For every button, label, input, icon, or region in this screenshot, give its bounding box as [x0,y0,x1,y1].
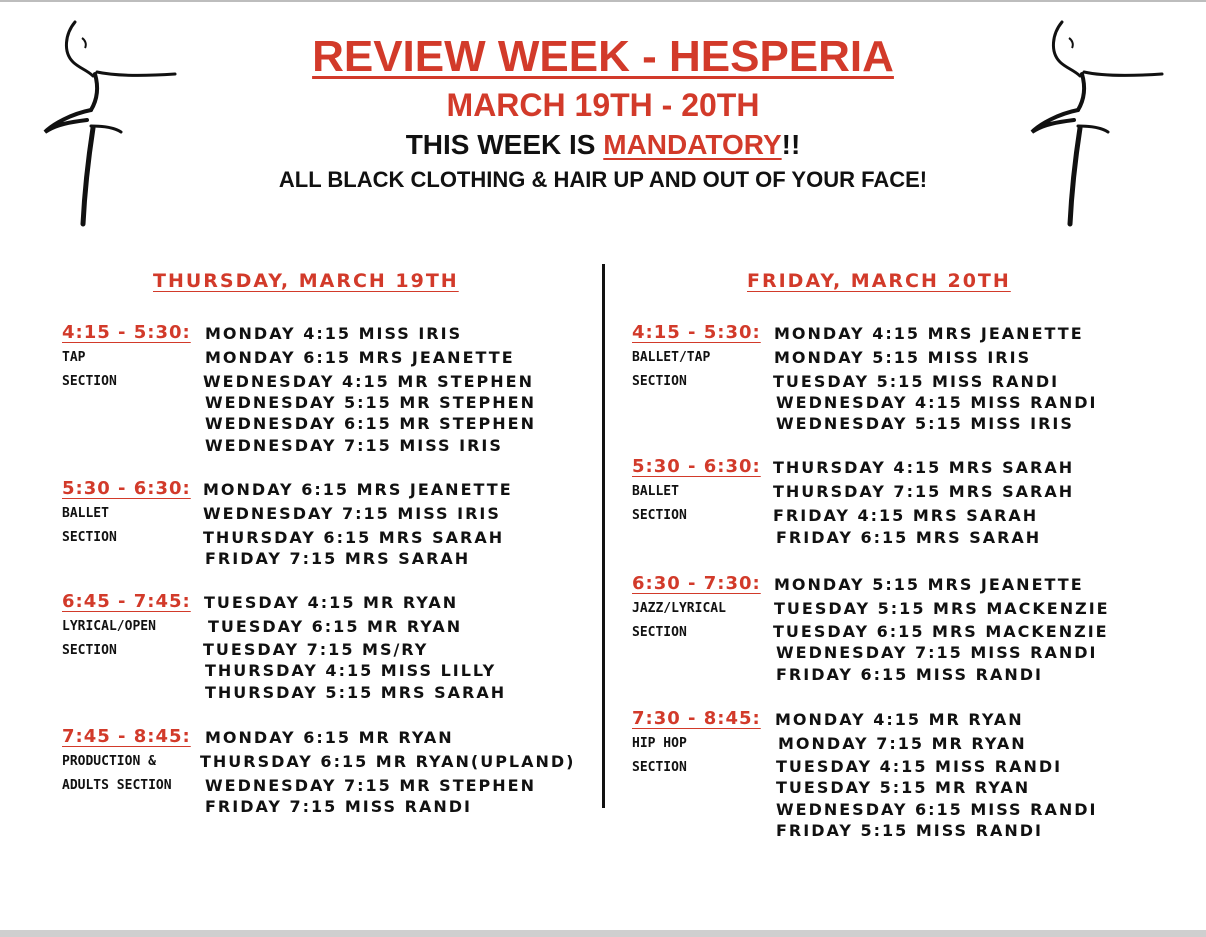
section-label: SECTION [632,625,687,640]
dancer-silhouette-right [1022,14,1172,234]
mandatory-notice [200,127,1006,163]
class-entry: WEDNESDAY 6:15 MR STEPHEN [205,414,536,433]
class-entry: TUESDAY 5:15 MRS MACKENZIE [774,599,1110,618]
section-label: PRODUCTION & [62,754,156,769]
class-entry: WEDNESDAY 7:15 MISS RANDI [776,643,1098,662]
class-entry: WEDNESDAY 7:15 MR STEPHEN [205,776,536,795]
class-entry: THURSDAY 4:15 MRS SARAH [773,458,1075,477]
section-label: SECTION [62,530,117,545]
time-slot: 5:30 - 6:30: [62,478,191,499]
class-entry: TUESDAY 5:15 MISS RANDI [773,372,1060,391]
time-slot: 7:45 - 8:45: [62,726,191,747]
time-slot: 6:30 - 7:30: [632,573,761,594]
class-entry: FRIDAY 5:15 MISS RANDI [776,821,1043,840]
class-entry: MONDAY 6:15 MRS JEANETTE [205,348,515,367]
page-title: REVIEW WEEK - HESPERIA [312,32,894,81]
section-label: ADULTS SECTION [62,778,172,793]
class-entry: THURSDAY 6:15 MR RYAN(UPLAND) [200,752,576,771]
class-entry: MONDAY 4:15 MR RYAN [775,710,1024,729]
mandatory-prefix: THIS WEEK IS [405,129,604,160]
dancer-silhouette-left [35,14,185,234]
class-entry: FRIDAY 6:15 MISS RANDI [776,665,1043,684]
class-entry: MONDAY 5:15 MRS JEANETTE [774,575,1084,594]
class-entry: TUESDAY 4:15 MR RYAN [204,593,459,612]
class-entry: TUESDAY 7:15 MS/RY [203,640,429,659]
section-label: JAZZ/LYRICAL [632,601,726,616]
class-entry: WEDNESDAY 6:15 MISS RANDI [776,800,1098,819]
class-entry: TUESDAY 4:15 MISS RANDI [776,757,1063,776]
class-entry: TUESDAY 6:15 MRS MACKENZIE [773,622,1109,641]
section-label: TAP [62,350,86,365]
dress-code: ALL BLACK CLOTHING & HAIR UP AND OUT OF YOUR FACE! [278,167,928,192]
class-entry: WEDNESDAY 4:15 MR STEPHEN [203,372,534,391]
class-entry: FRIDAY 7:15 MISS RANDI [205,797,472,816]
thursday-heading: THURSDAY, MARCH 19TH [153,270,459,292]
section-label: LYRICAL/OPEN [62,619,156,634]
top-border [0,0,1206,2]
time-slot: 7:30 - 8:45: [632,708,761,729]
class-entry: WEDNESDAY 4:15 MISS RANDI [776,393,1098,412]
class-entry: THURSDAY 5:15 MRS SARAH [205,683,507,702]
class-entry: WEDNESDAY 7:15 MISS IRIS [203,504,501,523]
class-entry: MONDAY 6:15 MRS JEANETTE [203,480,513,499]
class-entry: THURSDAY 7:15 MRS SARAH [773,482,1075,501]
class-entry: THURSDAY 4:15 MISS LILLY [205,661,497,680]
section-label: SECTION [632,760,687,775]
class-entry: MONDAY 6:15 MR RYAN [205,728,454,747]
section-label: SECTION [632,508,687,523]
class-entry: TUESDAY 6:15 MR RYAN [208,617,463,636]
time-slot: 4:15 - 5:30: [632,322,761,343]
time-slot: 4:15 - 5:30: [62,322,191,343]
section-label: BALLET [632,484,679,499]
class-entry: WEDNESDAY 7:15 MISS IRIS [205,436,503,455]
time-slot: 6:45 - 7:45: [62,591,191,612]
section-label: BALLET [62,506,109,521]
mandatory-word: MANDATORY [603,129,782,160]
class-entry: MONDAY 7:15 MR RYAN [778,734,1027,753]
class-entry: TUESDAY 5:15 MR RYAN [776,778,1031,797]
class-entry: MONDAY 5:15 MISS IRIS [774,348,1032,367]
time-slot: 5:30 - 6:30: [632,456,761,477]
class-entry: WEDNESDAY 5:15 MR STEPHEN [205,393,536,412]
class-entry: FRIDAY 6:15 MRS SARAH [776,528,1042,547]
column-divider [602,264,605,808]
section-label: SECTION [62,374,117,389]
event-dates: MARCH 19TH - 20TH [446,87,760,123]
section-label: HIP HOP [632,736,687,751]
friday-heading: FRIDAY, MARCH 20TH [747,270,1011,292]
class-entry: FRIDAY 7:15 MRS SARAH [205,549,471,568]
class-entry: THURSDAY 6:15 MRS SARAH [203,528,505,547]
mandatory-suffix: !! [781,129,801,160]
bottom-border [0,930,1206,937]
class-entry: MONDAY 4:15 MRS JEANETTE [774,324,1084,343]
section-label: BALLET/TAP [632,350,711,365]
section-label: SECTION [62,643,117,658]
section-label: SECTION [632,374,687,389]
class-entry: MONDAY 4:15 MISS IRIS [205,324,463,343]
class-entry: FRIDAY 4:15 MRS SARAH [773,506,1039,525]
class-entry: WEDNESDAY 5:15 MISS IRIS [776,414,1074,433]
